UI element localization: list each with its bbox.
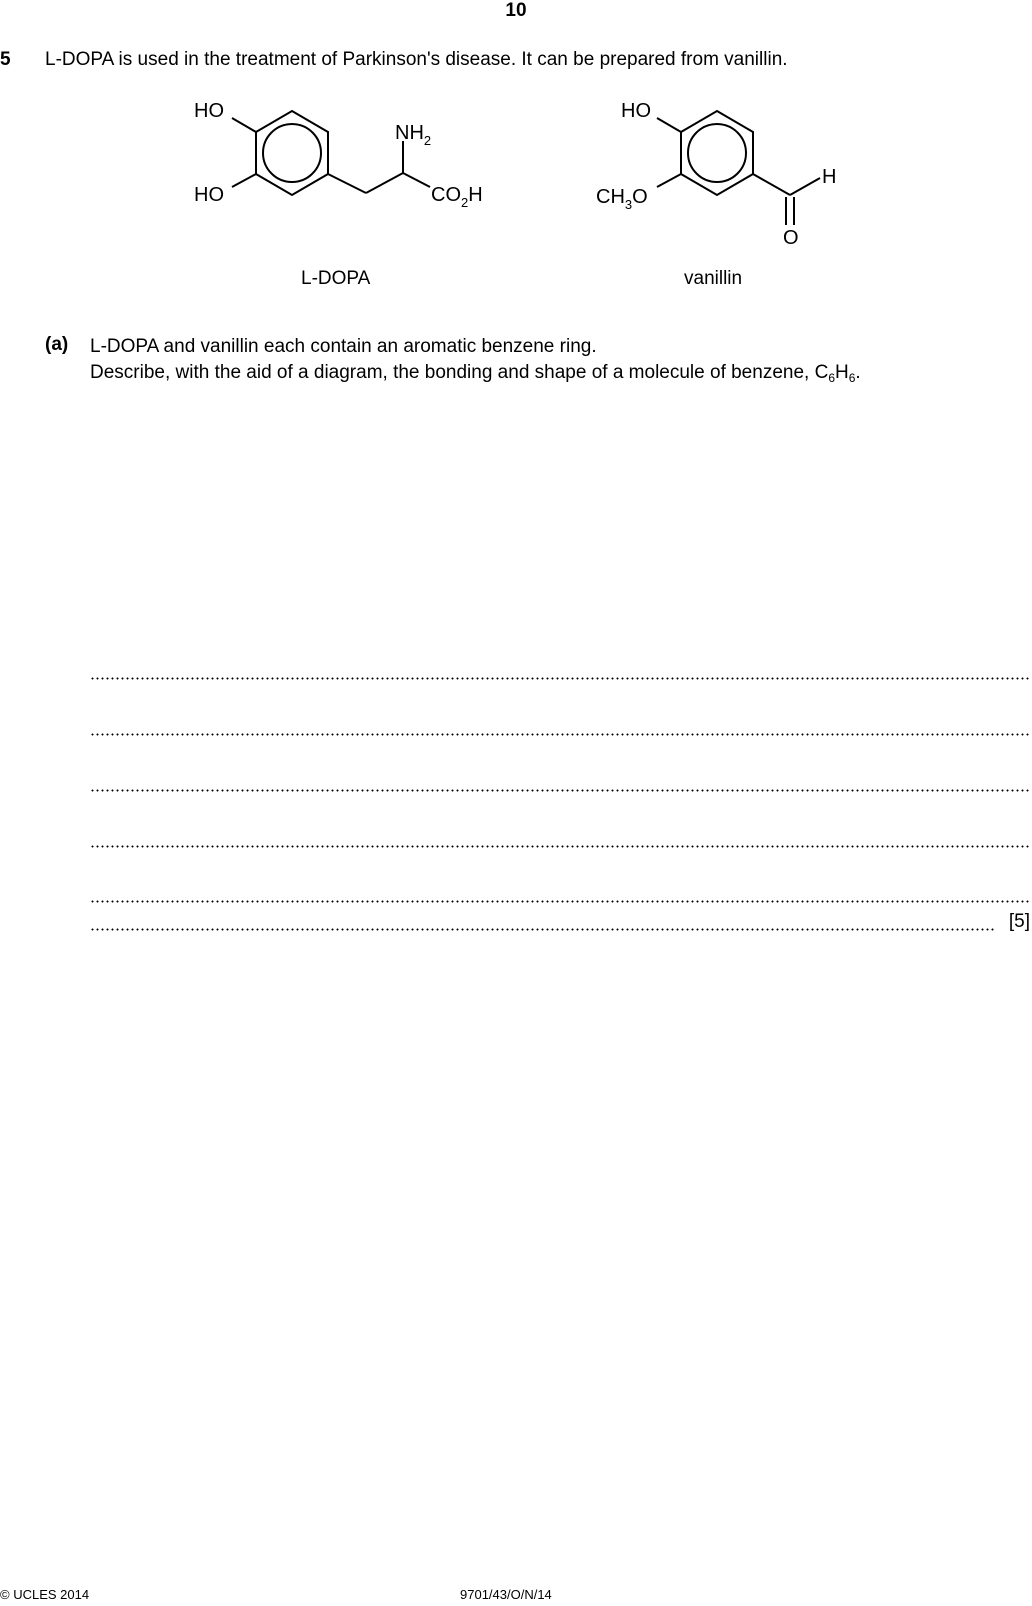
structures-diagram	[0, 85, 1032, 310]
vanillin-caption: vanillin	[684, 268, 743, 289]
answer-line[interactable]	[90, 733, 1030, 736]
page-number: 10	[505, 0, 527, 21]
answer-line[interactable]	[90, 789, 1030, 792]
vanillin-aldehyde-h: H	[822, 166, 837, 188]
answer-line[interactable]	[90, 900, 1030, 903]
ldopa-acid-group: $CO_2H$	[431, 184, 483, 210]
footer-paper-code: 9701/43/O/N/14	[460, 1587, 552, 1602]
question-stem: L-DOPA is used in the treatment of Parkinson's disease. It can be prepared from vanillin.	[45, 49, 788, 70]
marks-allocation: [5]	[1008, 911, 1030, 932]
ldopa-aromatic-circle	[263, 124, 321, 182]
answer-line[interactable]	[90, 845, 1030, 848]
footer-copyright: © UCLES 2014	[0, 1587, 90, 1602]
ldopa-caption: L-DOPA	[301, 268, 371, 289]
ldopa-ho-top: HO	[194, 100, 224, 122]
question-number: 5	[0, 49, 11, 70]
part-a-label: (a)	[45, 334, 69, 355]
vanillin-ho: HO	[621, 100, 651, 122]
answer-line-last[interactable]	[90, 928, 995, 931]
vanillin-structure	[657, 111, 820, 225]
vanillin-aromatic-circle	[688, 124, 746, 182]
answer-line[interactable]	[90, 677, 1030, 680]
vanillin-aldehyde-o: O	[783, 227, 799, 249]
part-a-text	[90, 334, 861, 386]
vanillin-methoxy-group: $CH_3O$	[596, 186, 648, 212]
part-a-line2: Describe, with the aid of a diagram, the bonding and shape of a molecule of benzene, $C_6H_6$.	[90, 362, 861, 385]
ldopa-ho-bottom: HO	[194, 184, 224, 206]
ldopa-amine-group: $NH_2$	[395, 122, 432, 148]
part-a-line1: L-DOPA and vanillin each contain an aromatic benzene ring.	[90, 336, 597, 357]
